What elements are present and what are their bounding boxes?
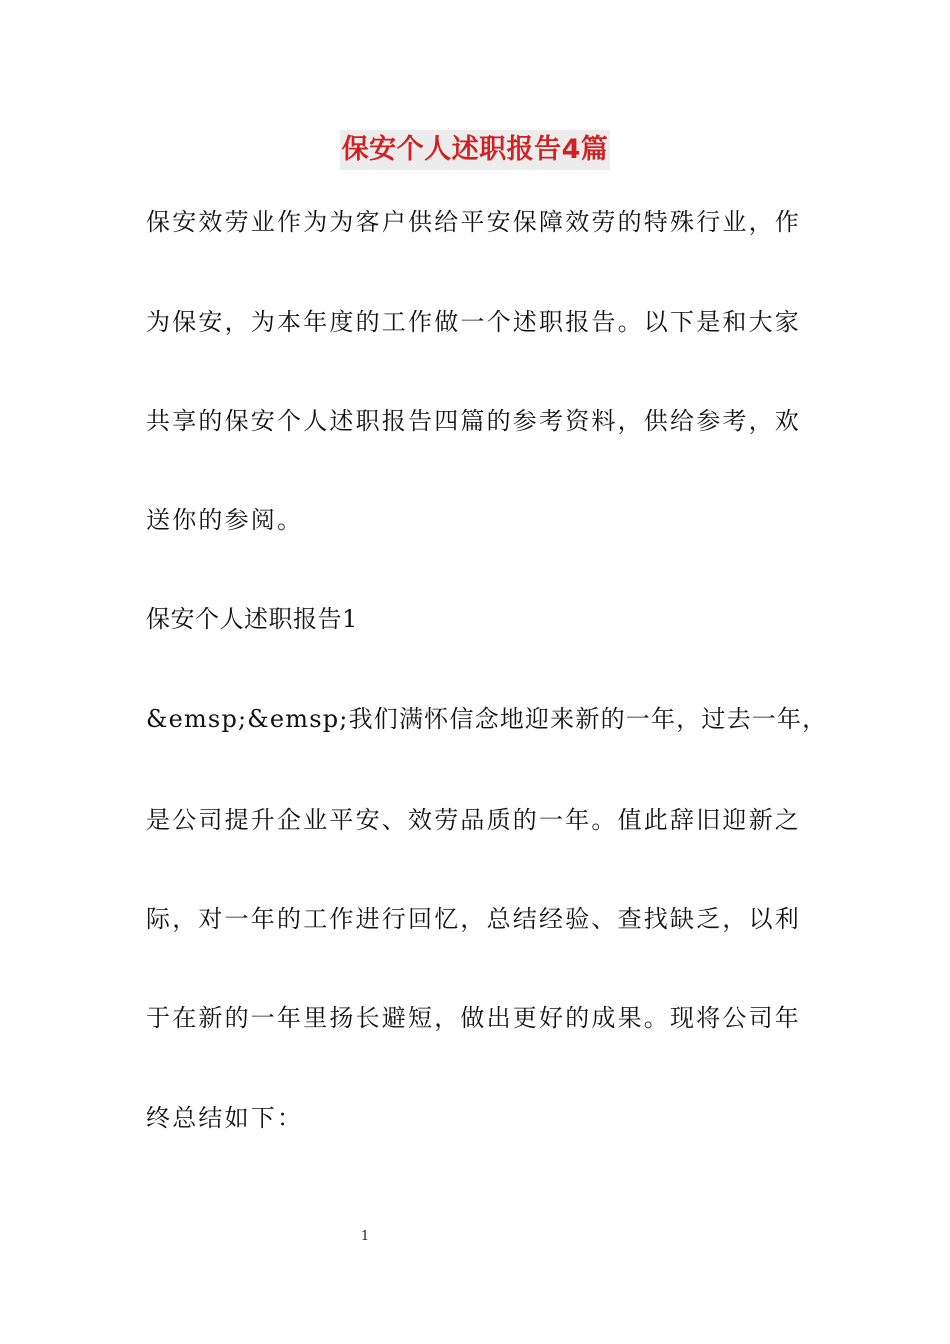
intro-line-1: 保安效劳业作为为客户供给平安保障效劳的特殊行业，作 (146, 208, 801, 236)
intro-line-4: 送你的参阅。 (146, 506, 304, 534)
body-line-5: 终总结如下： (146, 1104, 304, 1132)
intro-line-3: 共享的保安个人述职报告四篇的参考资料，供给参考，欢 (146, 407, 801, 435)
section-heading: 保安个人述职报告1 (146, 605, 358, 633)
page-number: 1 (360, 1229, 370, 1244)
body-line-4: 于在新的一年里扬长避短，做出更好的成果。现将公司年 (146, 1004, 801, 1032)
body-line-1: &emsp;&emsp;我们满怀信念地迎来新的一年，过去一年， (146, 705, 828, 733)
body-line-3: 际，对一年的工作进行回忆，总结经验、查找缺乏，以利 (146, 905, 801, 933)
intro-line-2: 为保安，为本年度的工作做一个述职报告。以下是和大家 (146, 308, 801, 336)
body-line-2: 是公司提升企业平安、效劳品质的一年。值此辞旧迎新之 (146, 806, 801, 834)
title-container (0, 130, 950, 170)
document-title: 保安个人述职报告4篇 (340, 130, 611, 170)
